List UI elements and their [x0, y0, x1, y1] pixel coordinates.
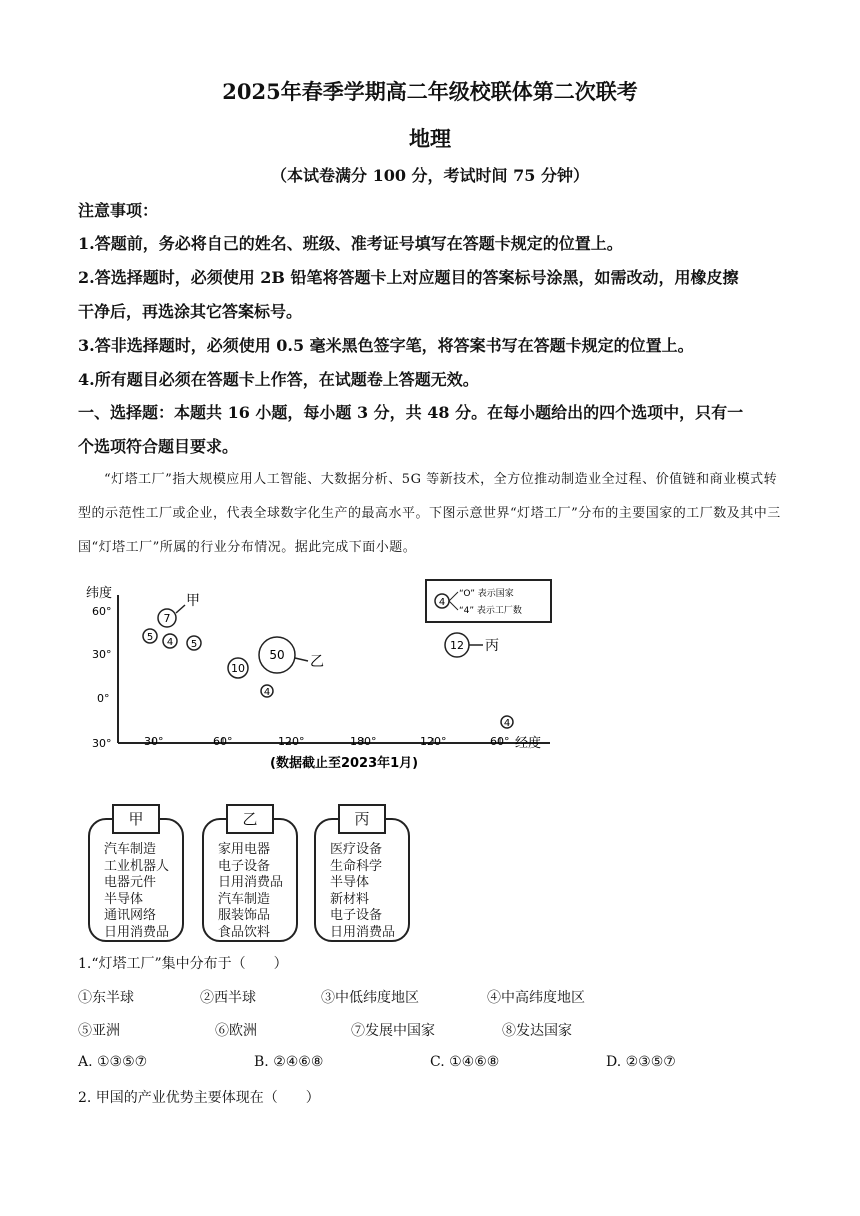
- svg-text:5: 5: [190, 639, 198, 650]
- option-b: B. ②④⑥⑧: [254, 1054, 324, 1070]
- bubble: [163, 634, 177, 648]
- industry-item: 日用消费品: [330, 924, 396, 940]
- statement: ⑧发达国家: [502, 1023, 572, 1039]
- statement: ⑦发展中国家: [351, 1023, 435, 1039]
- lighthouse-factory-map: [80, 575, 560, 780]
- svg-text:4: 4: [438, 597, 446, 608]
- map-legend: [426, 580, 551, 622]
- industry-item: 通讯网络: [104, 908, 157, 923]
- industry-item: 工业机器人: [104, 858, 170, 874]
- exam-info: （本试卷满分 100 分，考试时间 75 分钟）: [271, 166, 589, 185]
- industry-item: 食品饮料: [218, 924, 271, 940]
- industry-item: 日用消费品: [104, 924, 170, 940]
- bubble: [261, 685, 273, 698]
- svg-text:丙: 丙: [485, 638, 499, 654]
- bubble-bing: [445, 633, 499, 657]
- svg-text:12: 12: [450, 639, 464, 652]
- industry-item: 生命科学: [330, 858, 383, 874]
- x-axis-label: 经度: [515, 736, 542, 751]
- industry-item: 新材料: [330, 891, 370, 907]
- bubble: [228, 658, 248, 678]
- option-d: D. ②③⑤⑦: [606, 1054, 676, 1070]
- industry-item: 家用电器: [218, 842, 271, 857]
- svg-text:4: 4: [166, 637, 174, 648]
- svg-text:“O” 表示国家: “O” 表示国家: [459, 589, 514, 599]
- industry-item: 电子设备: [330, 908, 383, 923]
- bubble-jia: [158, 593, 200, 627]
- option-a: A. ①③⑤⑦: [78, 1054, 148, 1070]
- industry-item: 半导体: [104, 891, 144, 907]
- passage-text: “灯塔工厂”指大规模应用人工智能、大数据分析、5G 等新技术，全方位推动制造业全过程、价值链和商业模式转型的示范性工厂或企业，代表全球数字化生产的最高水平。下图示意世界“灯塔工厂”分布的主要国家的工厂数及其中三国“灯塔工厂”所属的行业分布情况。据此完成下面小题。: [78, 472, 781, 555]
- bubble: [143, 629, 157, 643]
- svg-text:“4” 表示工厂数: “4” 表示工厂数: [459, 606, 522, 616]
- question-2-stem: 2. 甲国的产业优势主要体现在（ ）: [78, 1090, 320, 1106]
- bubble: [187, 636, 201, 650]
- industry-box-yi: [202, 810, 298, 942]
- industry-item: 汽车制造: [218, 891, 271, 907]
- note-item: 4.所有题目必须在答题卡上作答，在试题卷上答题无效。: [78, 370, 479, 389]
- svg-text:甲: 甲: [186, 593, 200, 609]
- svg-text:乙: 乙: [310, 654, 324, 670]
- figure-caption: (数据截止至2023年1月): [270, 756, 419, 771]
- statement: ⑤亚洲: [78, 1023, 120, 1039]
- svg-text:4: 4: [263, 687, 271, 698]
- industry-item: 服装饰品: [218, 908, 271, 923]
- svg-text:10: 10: [231, 662, 245, 675]
- notes-heading: 注意事项：: [78, 201, 159, 220]
- industry-box-bing: [314, 810, 410, 942]
- svg-text:4: 4: [503, 718, 511, 729]
- x-tick-label: 120°: [278, 735, 305, 748]
- x-tick-label: 30°: [144, 735, 164, 748]
- statement: ③中低纬度地区: [321, 990, 419, 1006]
- note-item: 2.答选择题时，必须使用 2B 铅笔将答题卡上对应题目的答案标号涂黑，如需改动，用橡皮擦: [78, 268, 739, 287]
- note-item: 1.答题前，务必将自己的姓名、班级、准考证号填写在答题卡规定的位置上。: [78, 234, 623, 253]
- svg-text:50: 50: [269, 648, 285, 662]
- bubble-yi: [259, 637, 324, 673]
- subject-title: 地理: [409, 126, 451, 151]
- statement: ②西半球: [200, 990, 256, 1006]
- x-tick-label: 180°: [350, 735, 377, 748]
- section-heading-line1: 一、选择题：本题共 16 小题，每小题 3 分，共 48 分。在每小题给出的四个选项中，只有一: [78, 403, 744, 422]
- y-tick-label: 30°: [92, 648, 112, 661]
- industry-box-title: 甲: [112, 804, 160, 834]
- x-tick-label: 60°: [490, 735, 510, 748]
- x-tick-label: 120°: [420, 735, 447, 748]
- section-heading-line2: 个选项符合题目要求。: [78, 437, 239, 456]
- statement: ①东半球: [78, 990, 134, 1006]
- y-tick-label: 0°: [97, 692, 110, 705]
- industry-item: 汽车制造: [104, 842, 157, 857]
- industry-box-title: 乙: [226, 804, 274, 834]
- industry-item: 电器元件: [104, 875, 157, 890]
- statement: ⑥欧洲: [215, 1023, 257, 1039]
- statement: ④中高纬度地区: [487, 990, 585, 1006]
- y-axis-label: 纬度: [86, 586, 113, 601]
- question-1-stem: 1.“灯塔工厂”集中分布于（ ）: [78, 956, 288, 972]
- y-tick-label: 60°: [92, 605, 112, 618]
- industry-box-title: 丙: [338, 804, 386, 834]
- svg-text:5: 5: [146, 632, 154, 643]
- note-item: 干净后，再选涂其它答案标号。: [78, 302, 303, 321]
- industry-item: 电子设备: [218, 858, 271, 874]
- x-tick-label: 60°: [213, 735, 233, 748]
- industry-item: 日用消费品: [218, 875, 284, 890]
- note-item: 3.答非选择题时，必须使用 0.5 毫米黑色签字笔，将答案书写在答题卡规定的位置上。: [78, 336, 694, 355]
- bubble: [501, 716, 513, 729]
- exam-title: 2025年春季学期高二年级校联体第二次联考: [222, 79, 638, 104]
- industry-item: 半导体: [330, 875, 370, 890]
- svg-text:7: 7: [163, 612, 171, 625]
- industry-item: 医疗设备: [330, 842, 383, 857]
- option-c: C. ①④⑥⑧: [430, 1054, 500, 1070]
- industry-box-jia: [88, 810, 184, 942]
- y-tick-label: 30°: [92, 737, 112, 750]
